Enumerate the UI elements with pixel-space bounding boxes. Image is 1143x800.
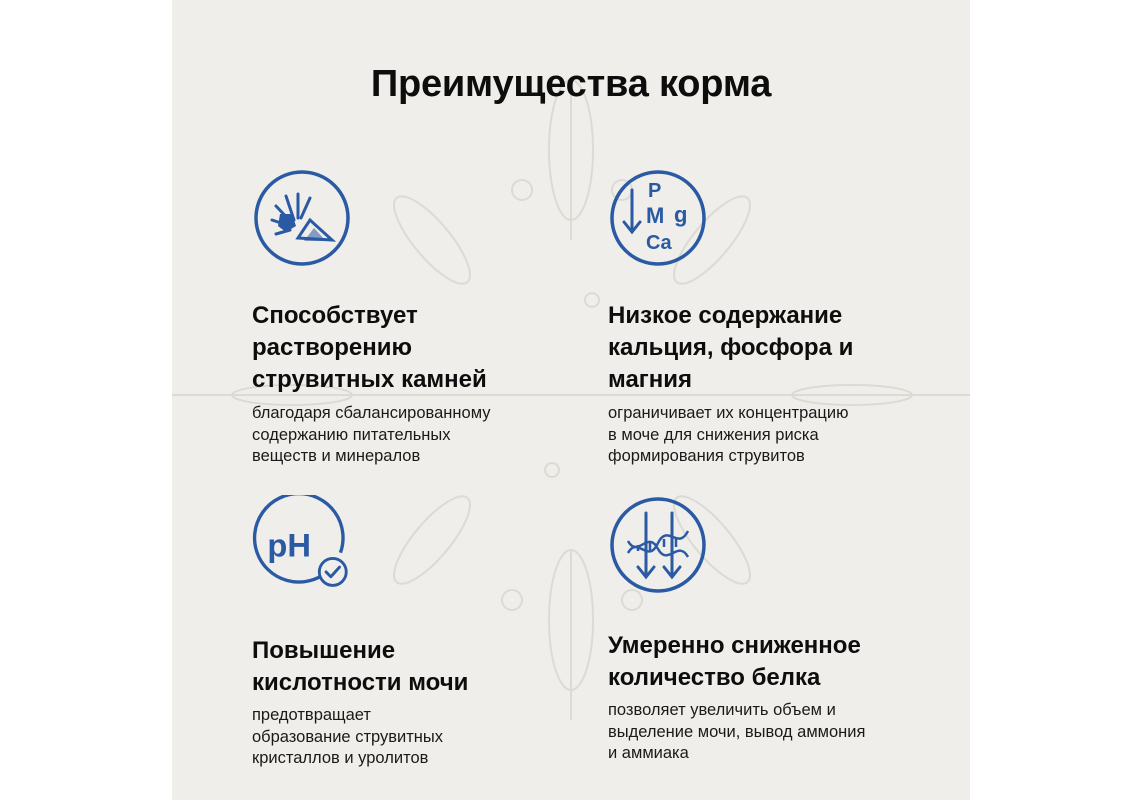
feature-card-protein (608, 495, 948, 775)
svg-text:pH: pH (267, 526, 311, 564)
minerals-down-icon (608, 168, 708, 268)
ph-check-icon (252, 495, 352, 595)
feature-heading: Способствует растворению струвитных камней (252, 302, 487, 393)
content-panel (172, 0, 970, 800)
feature-heading: Низкое содержание кальция, фосфора и магния (608, 302, 854, 393)
page-title: Преимущества корма (370, 63, 772, 105)
feature-card-acidity (252, 495, 592, 775)
svg-text:M: M (646, 203, 665, 228)
feature-card-struvite (252, 168, 592, 468)
feature-description: ограничивает их концентрацию в моче для снижения риска формирования струвитов (608, 404, 849, 465)
feature-description: предотвращает образование струвитных кристаллов и уролитов (252, 706, 444, 767)
feature-description: позволяет увеличить объем и выделение мочи, вывод аммония и аммиака (608, 701, 866, 762)
crystal-dissolve-icon (252, 168, 352, 268)
feature-heading: Повышение кислотности мочи (252, 637, 469, 696)
feature-heading: Умеренно сниженное количество белка (608, 632, 861, 691)
svg-text:Ca: Ca (646, 232, 672, 254)
feature-card-minerals (608, 168, 948, 468)
svg-text:g: g (674, 202, 688, 227)
feature-description: благодаря сбалансированному содержанию питательных веществ и минералов (252, 404, 491, 465)
svg-text:P: P (648, 180, 662, 202)
protein-down-icon (608, 495, 708, 595)
